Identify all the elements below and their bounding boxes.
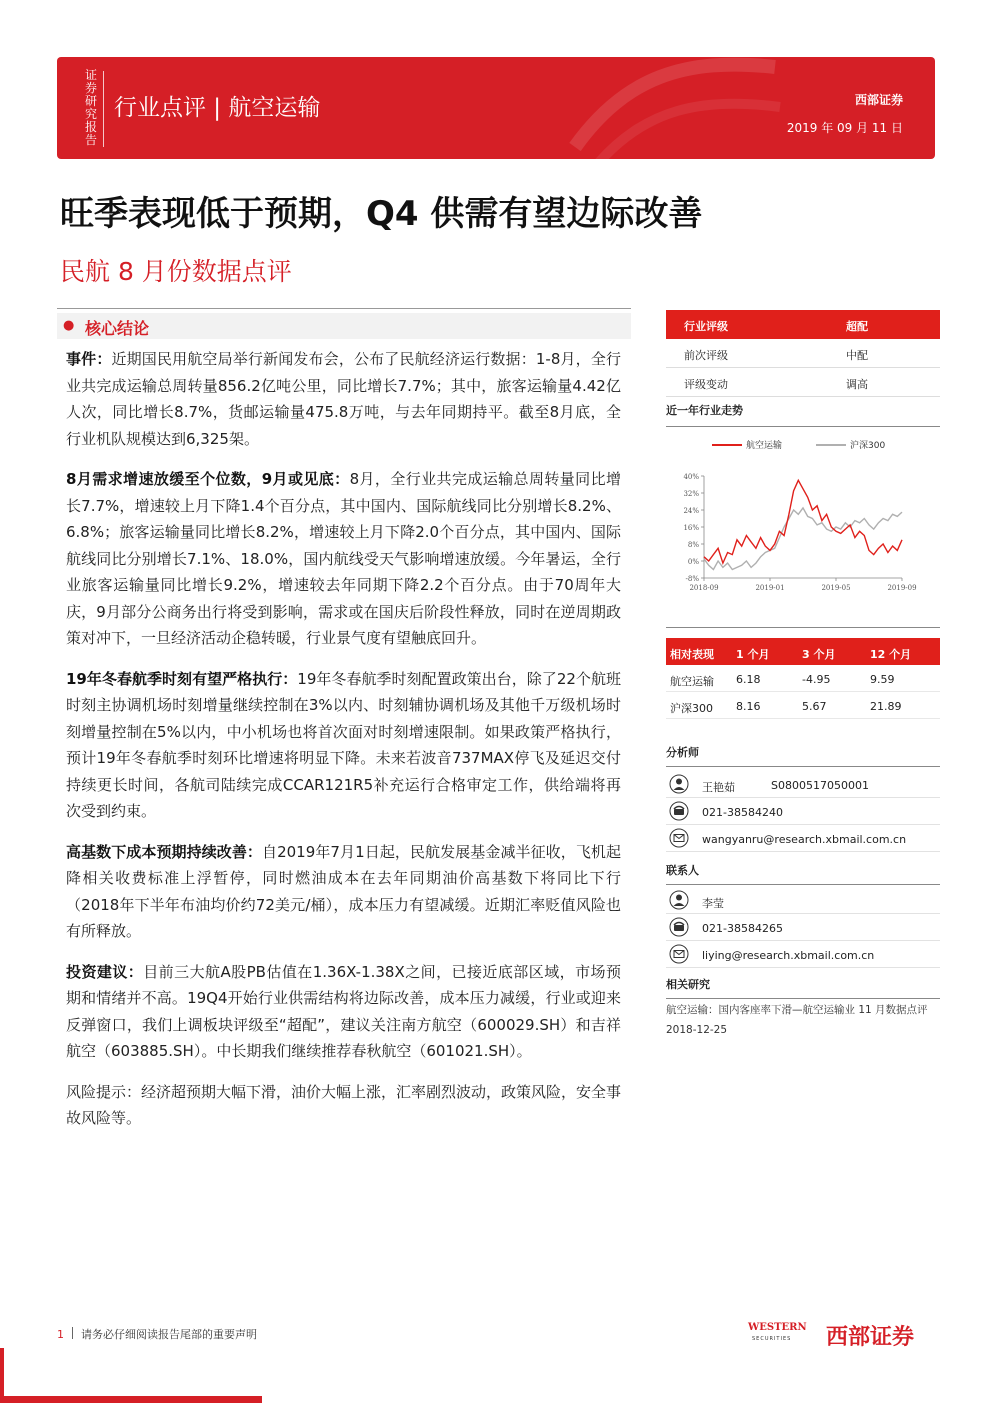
paragraph-investment: 投资建议：目前三大航A股PB估值在1.36X-1.38X之间，已接近底部区域，市场预期和情绪并不高。19Q4开始行业供需结构将边际改善，成本压力减缓，行业或迎来反弹窗口，我们上调板块评级至“超配”，建议关注南方航空（600029.SH）和吉祥航空（603885.SH）。中长期我们继续推荐春秋航空（601021.SH）。: [66, 962, 621, 1060]
footer-separator: [72, 1327, 73, 1339]
x-tick-label: 2019-05: [821, 584, 851, 592]
person-icon: [669, 890, 689, 910]
analyst-phone-row: 021-38584240: [666, 799, 940, 825]
core-conclusion-header: [57, 313, 631, 339]
report-subtitle: 民航 8 月份数据点评: [60, 257, 292, 286]
disclaimer-text: 请务必仔细阅读报告尾部的重要声明: [81, 1328, 257, 1341]
legend-label: 沪深300: [850, 441, 886, 451]
mail-icon: [669, 944, 689, 964]
phone-icon: [669, 917, 689, 937]
contact-heading: 联系人: [666, 862, 940, 885]
report-type-label: 证 券 研 究 报 告: [84, 68, 97, 147]
trend-chart: [666, 428, 940, 628]
x-tick-label: 2018-09: [689, 584, 719, 592]
page-number: 1: [57, 1328, 64, 1341]
performance-row: 沪深300 8.16 5.67 21.89: [666, 692, 940, 719]
legend-label: 航空运输: [746, 441, 783, 451]
analyst-email-row[interactable]: wangyanru@research.xbmail.com.cn: [666, 826, 940, 852]
section-rule: [57, 308, 631, 309]
core-conclusion-label: 核心结论: [85, 319, 150, 338]
corner-accent: [0, 1396, 262, 1403]
rating-row: 行业评级 超配: [666, 310, 940, 339]
report-category: 行业点评 | 航空运输: [114, 95, 321, 121]
contact-phone-row: 021-38584265: [666, 915, 940, 941]
trend-chart-title: 近一年行业走势: [666, 402, 940, 427]
report-title: 旺季表现低于预期，Q4 供需有望边际改善: [60, 194, 703, 234]
related-item[interactable]: 航空运输：国内客座率下滑—航空运输业 11 月数据点评 2018-12-25: [666, 1004, 928, 1036]
paragraph-event: 事件：近期国民用航空局举行新闻发布会，公布了民航经济运行数据：1-8月，全行业共完成运输总周转量856.2亿吨公里，同比增长7.7%；其中，旅客运输量4.42亿人次，同比增长8.7%，货邮运输量475.8万吨，与去年同期持平。截至8月底，全行业机队规模达到6,325架。: [66, 350, 621, 448]
performance-row: 航空运输 6.18 -4.95 9.59: [666, 665, 940, 692]
logo-chinese: 西部证券: [826, 1325, 915, 1350]
x-tick-label: 2019-01: [755, 584, 785, 592]
y-tick-label: 32%: [683, 490, 699, 498]
performance-table: [666, 638, 940, 719]
paragraph-risk: 风险提示：经济超预期大幅下滑，油价大幅上涨，汇率剧烈波动，政策风险，安全事故风险等。: [66, 1082, 622, 1127]
header-firm-name: 西部证券: [854, 93, 903, 107]
corner-accent: [0, 1348, 4, 1403]
header-divider: [103, 71, 104, 147]
y-tick-label: -8%: [685, 575, 699, 583]
y-tick-label: 0%: [687, 558, 699, 566]
y-tick-label: 40%: [683, 473, 699, 481]
contact-name-row: 李莹: [666, 888, 940, 914]
analyst-heading: 分析师: [666, 744, 940, 767]
paragraph-slots: 19年冬春航季时刻有望严格执行：19年冬春航季时刻配置政策出台，除了22个航班时刻主协调机场时刻增量继续控制在3%以内、时刻辅协调机场及其他千万级机场时刻增量控制在5%以内，中小机场也将首次面对时刻增速限制。如果政策严格执行，预计19年冬春航季时刻环比增速将明显下降。未来若波音737MAX停飞及延迟交付持续更长时间，各航司陆续完成CCAR121R5补充运行合格审定工作，供给端将再次受到约束。: [66, 669, 621, 820]
analyst-name-row: 王艳茹 S0800517050001: [666, 772, 940, 798]
contact-email-row[interactable]: liying@research.xbmail.com.cn: [666, 942, 940, 968]
logo-subtext: SECURITIES: [752, 1336, 792, 1342]
y-tick-label: 8%: [687, 541, 699, 549]
paragraph-cost: 高基数下成本预期持续改善：自2019年7月1日起，民航发展基金减半征收，飞机起降相关收费标准上浮暂停，同时燃油成本在去年同期油价高基数下将同比下行（2018年下半年布油均价约72美元/桶），成本压力有望减缓。近期汇率贬值风险也有所释放。: [66, 842, 621, 940]
mail-icon: [669, 828, 689, 848]
x-tick-label: 2019-09: [887, 584, 917, 592]
performance-header-row: 相对表现 1 个月 3 个月 12 个月: [666, 638, 940, 665]
rating-row: 前次评级 中配: [666, 339, 940, 368]
series-line-csi300: [704, 508, 902, 570]
footer-notice: [57, 1326, 257, 1342]
related-heading: 相关研究: [666, 976, 940, 999]
header-banner: [57, 57, 935, 159]
phone-icon: [669, 801, 689, 821]
y-tick-label: 24%: [683, 507, 699, 515]
footer-logo: [748, 1318, 938, 1354]
series-line-airline: [704, 480, 902, 563]
person-icon: [669, 774, 689, 794]
rating-table: [666, 310, 940, 397]
core-conclusion-body: [66, 346, 621, 1146]
logo-english: WESTERN: [748, 1322, 807, 1333]
paragraph-demand: 8月需求增速放缓至个位数，9月或见底：8月，全行业共完成运输总周转量同比增长7.7%，增速较上月下降1.4个百分点，其中国内、国际航线同比分别增长8.2%、6.8%；旅客运输量同比增长8.2%，增速较上月下降2.0个百分点，其中国内、国际航线同比分别增长7.1%、18.0%，国内航线受天气影响增速放缓。今年暑运，全行业旅客运输量同比增长9.2%，增速较去年同期下降2.2个百分点。由于70周年大庆，9月部分公商务出行将受到影响，需求或在国庆后阶段性释放，同时在逆周期政策对冲下，一旦经济活动企稳转暖，行业景气度有望触底回升。: [66, 470, 621, 647]
bullet-icon: ●: [63, 318, 75, 333]
rating-row: 评级变动 调高: [666, 368, 940, 397]
decorative-swoosh: [565, 57, 785, 159]
trend-chart-svg: [666, 428, 940, 628]
report-date: 2019 年 09 月 11 日: [786, 121, 903, 135]
y-tick-label: 16%: [683, 524, 699, 532]
